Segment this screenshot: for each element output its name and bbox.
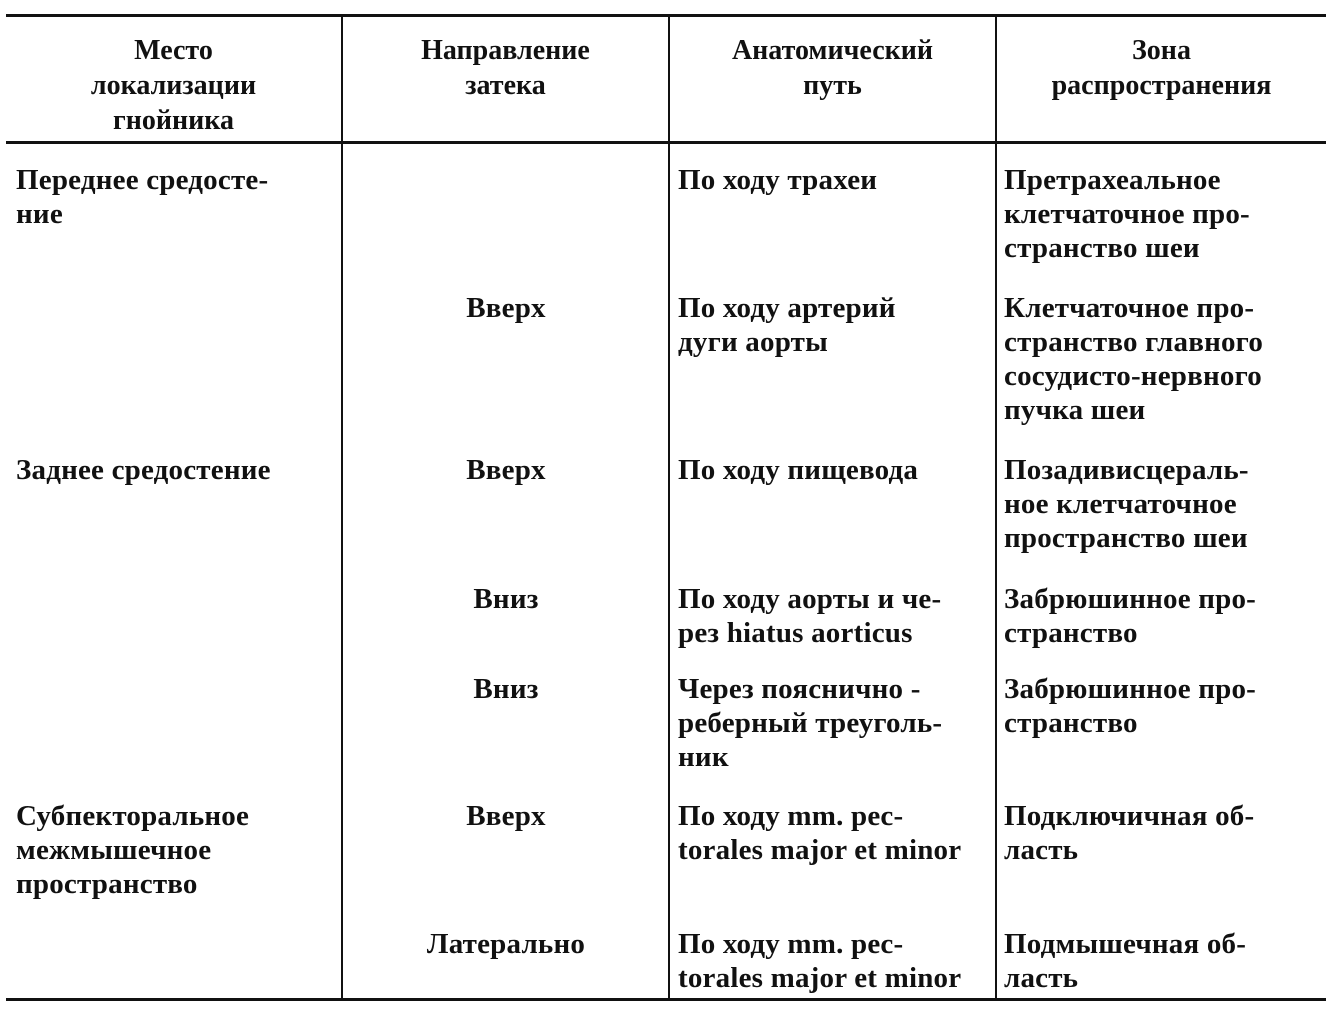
cell-direction: Вверх <box>466 454 546 486</box>
cell-zone: Клетчаточное про- странство главного сосудисто-нервного пучка шеи <box>1004 292 1264 426</box>
header-path: Анатомический путь <box>731 35 934 101</box>
cell-direction: Вверх <box>466 292 546 324</box>
cell-direction: Вверх <box>466 800 546 832</box>
cell-path: По ходу артерий дуги аорты <box>678 292 896 358</box>
cell-direction: Вниз <box>473 583 539 615</box>
cell-zone: Забрюшинное про- странство <box>1004 673 1257 739</box>
cell-path: По ходу аорты и че- рез hiatus aorticus <box>678 583 942 649</box>
cell-location: Переднее средосте- ние <box>16 164 269 230</box>
header-location: Место локализации гнойника <box>90 35 257 136</box>
table-top-rule <box>6 14 1326 17</box>
cell-zone: Подмышечная об- ласть <box>1004 928 1247 994</box>
cell-path: По ходу mm. pec- torales major et minor <box>678 928 962 994</box>
column-divider <box>341 16 343 999</box>
column-divider <box>668 16 670 999</box>
cell-path: По ходу трахеи <box>678 164 878 196</box>
cell-location: Субпекторальное межмышечное пространство <box>16 800 250 900</box>
header-zone: Зона распространения <box>1051 35 1272 101</box>
cell-path: По ходу mm. pec- torales major et minor <box>678 800 962 866</box>
cell-zone: Претрахеальное клетчаточное про- странство шеи <box>1004 164 1250 264</box>
header-bottom-rule <box>6 141 1326 144</box>
column-divider <box>995 16 997 999</box>
cell-direction: Вниз <box>473 673 539 705</box>
cell-zone: Забрюшинное про- странство <box>1004 583 1257 649</box>
cell-path: По ходу пищевода <box>678 454 919 486</box>
cell-path: Через пояснично - реберный треуголь- ник <box>678 673 943 773</box>
cell-location: Заднее средостение <box>16 454 271 486</box>
header-direction: Направление затека <box>421 35 590 101</box>
cell-zone: Подключичная об- ласть <box>1004 800 1255 866</box>
cell-zone: Позадивисцераль- ное клетчаточное пространство шеи <box>1004 454 1249 554</box>
table-bottom-rule <box>6 998 1326 1001</box>
cell-direction: Латерально <box>426 928 586 960</box>
